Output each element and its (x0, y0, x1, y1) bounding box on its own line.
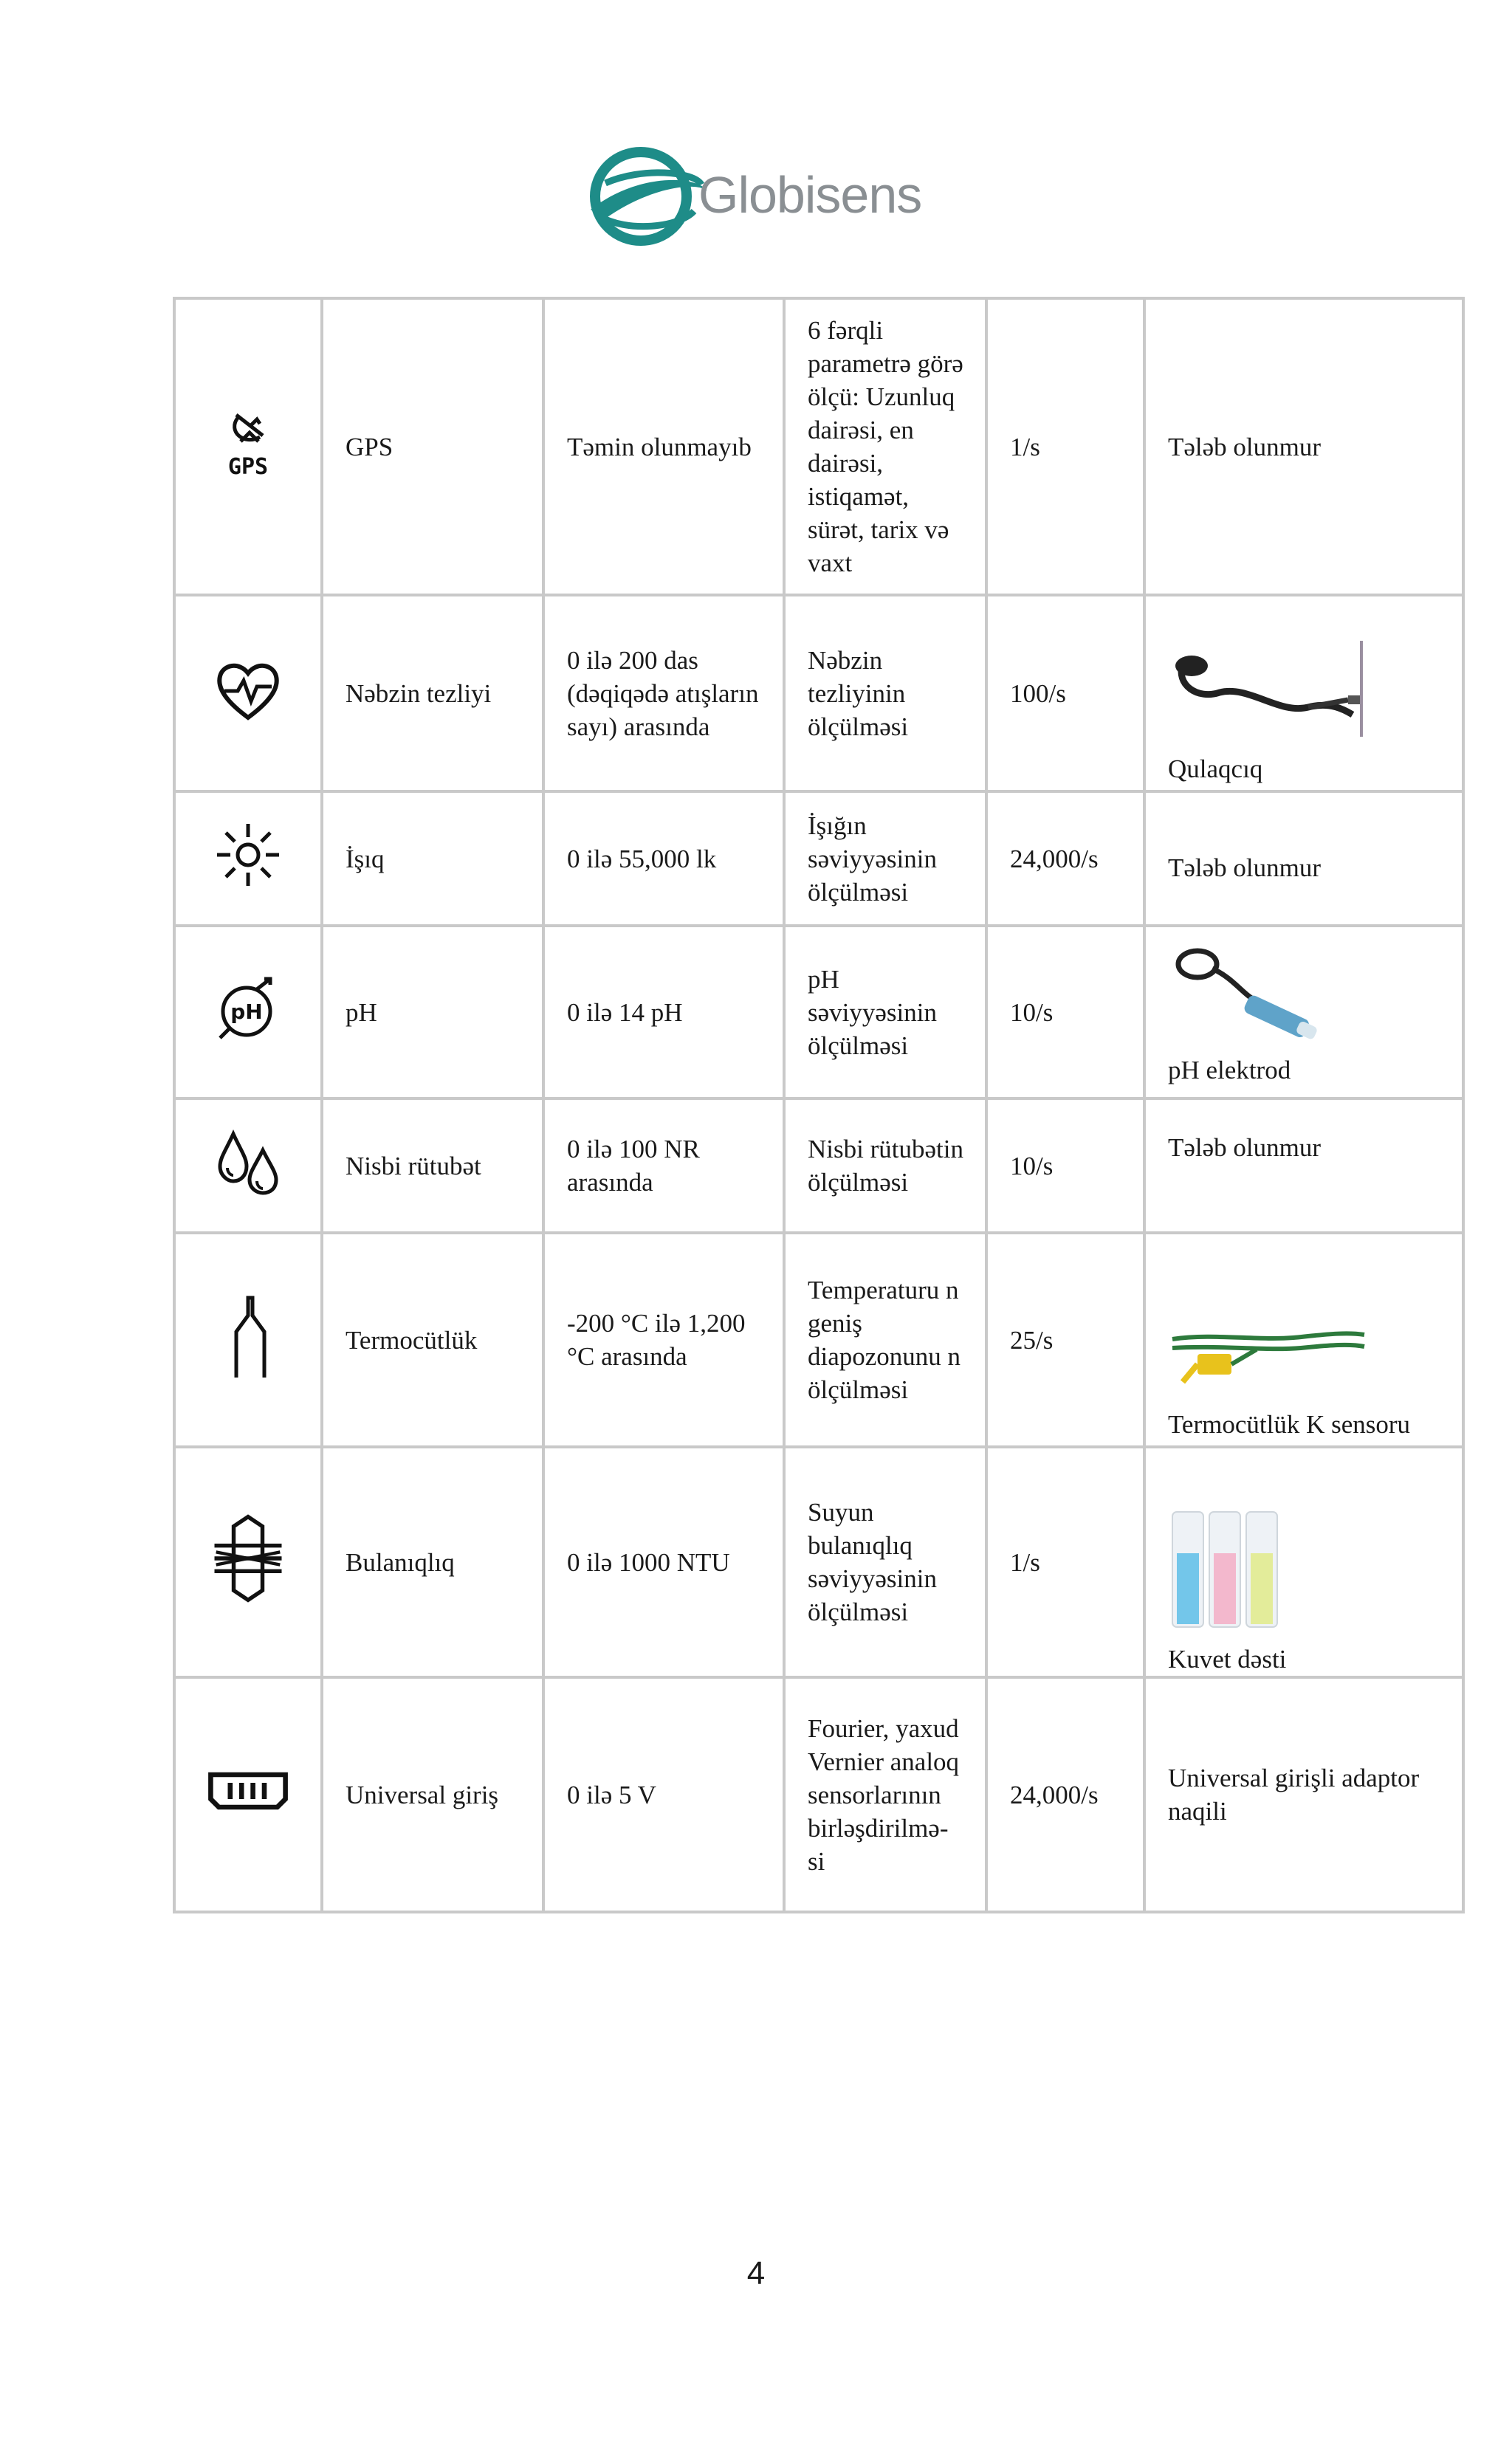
sampling-rate: 24,000/s (986, 791, 1144, 926)
sensor-range: -200 °C ilə 1,200 °C arasında (543, 1233, 784, 1447)
sampling-rate: 1/s (986, 298, 1144, 595)
sensor-description: 6 fərqli parametrə görə ölçü: Uzunluq dairəsi, en dairəsi, istiqamət, sürət, tarix və vaxt (784, 298, 986, 595)
ph-electrode-image (1168, 942, 1330, 1045)
svg-text:pH: pH (230, 999, 263, 1024)
sensor-range: 0 ilə 100 NR arasında (543, 1098, 784, 1233)
universal-input-icon (207, 1765, 289, 1817)
sensor-name: Termocütlük (322, 1233, 543, 1447)
sensor-name: İşıq (322, 791, 543, 926)
table-row (174, 298, 1463, 595)
sensor-range: 0 ilə 200 das (dəqiqədə atışların sayı) arasında (543, 595, 784, 791)
sampling-rate: 10/s (986, 1098, 1144, 1233)
table-row (174, 595, 1463, 791)
table-row (174, 791, 1463, 926)
sensor-name: Nəbzin tezliyi (322, 595, 543, 791)
accessory: Qulaqcıq (1168, 754, 1263, 783)
sensor-name: pH (322, 926, 543, 1098)
table-row (174, 1098, 1463, 1233)
page-number: 4 (746, 2255, 766, 2291)
accessory: Termocütlük K sensoru (1168, 1410, 1411, 1439)
table-row (174, 1233, 1463, 1447)
brand-name: Globisens (698, 166, 922, 224)
sensor-name: Universal giriş (322, 1677, 543, 1912)
accessory: Tələb olunmur (1144, 791, 1463, 926)
sensor-description: Nəbzin tezliyinin ölçülməsi (784, 595, 986, 791)
sensor-name: Bulanıqlıq (322, 1447, 543, 1677)
sensor-range: 0 ilə 1000 NTU (543, 1447, 784, 1677)
sampling-rate: 24,000/s (986, 1677, 1144, 1912)
sensor-range: 0 ilə 14 pH (543, 926, 784, 1098)
sensor-description: İşığın səviyyəsinin ölçülməsi (784, 791, 986, 926)
sampling-rate: 100/s (986, 595, 1144, 791)
accessory: pH elektrod (1168, 1056, 1291, 1084)
sensor-description: Suyun bulanıqlıq səviyyəsinin ölçülməsi (784, 1447, 986, 1677)
thermocouple-icon (211, 1285, 285, 1388)
light-icon (211, 818, 285, 892)
cuvette-set-image (1168, 1502, 1286, 1634)
gps-icon (211, 406, 285, 480)
sensor-range: 0 ilə 5 V (543, 1677, 784, 1912)
ear-clip-cable-image (1168, 633, 1367, 744)
sensor-name: Nisbi rütubət (322, 1098, 543, 1233)
table-row (174, 926, 1463, 1098)
sampling-rate: 1/s (986, 1447, 1144, 1677)
accessory: Tələb olunmur (1144, 1098, 1463, 1233)
turbidity-icon (207, 1510, 289, 1606)
sensor-description: Temperaturu n geniş diapozonunu n ölçülməsi (784, 1233, 986, 1447)
sensor-name: GPS (322, 298, 543, 595)
ph-icon (211, 972, 285, 1045)
sampling-rate: 10/s (986, 926, 1144, 1098)
accessory: Universal girişli adaptor naqili (1144, 1677, 1463, 1912)
sensor-description: pH səviyyəsinin ölçülməsi (784, 926, 986, 1098)
accessory: Tələb olunmur (1144, 298, 1463, 595)
accessory: Kuvet dəsti (1168, 1645, 1287, 1674)
globisens-logo (583, 145, 938, 248)
table-row (174, 1447, 1463, 1677)
sensor-table (173, 297, 1465, 1913)
heart-rate-icon (211, 653, 285, 726)
sensor-description: Fourier, yaxud Vernier analoq sensorlarının birləşdirilmə- si (784, 1677, 986, 1912)
sensor-range: Təmin olunmayıb (543, 298, 784, 595)
humidity-icon (211, 1125, 285, 1199)
sensor-description: Nisbi rütubətin ölçülməsi (784, 1098, 986, 1233)
svg-text:GPS: GPS (227, 453, 269, 480)
sensor-range: 0 ilə 55,000 lk (543, 791, 784, 926)
thermocouple-k-probe-image (1168, 1318, 1367, 1400)
sampling-rate: 25/s (986, 1233, 1144, 1447)
table-row (174, 1677, 1463, 1912)
